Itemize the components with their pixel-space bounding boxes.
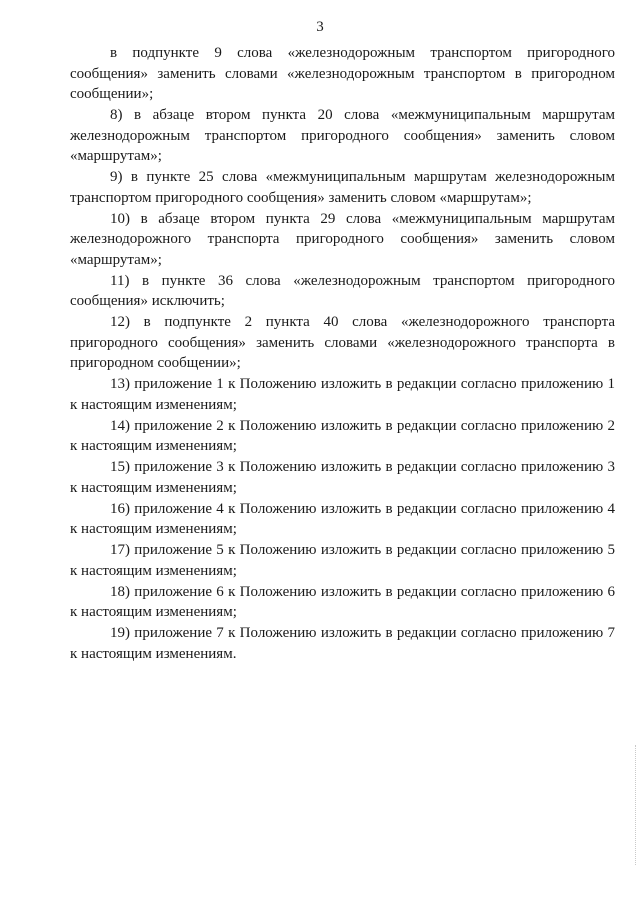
paragraph-subpoint-9: в подпункте 9 слова «железнодорожным транспортом пригородного сообщения» заменить словами «железнодорожным транспортом в пригородном сообщении»; (70, 45, 615, 102)
scan-edge-mark (635, 745, 636, 865)
paragraph-item-9: 9) в пункте 25 слова «межмуниципальным маршрутам железнодорожным транспортом пригородного сообщения» заменить словом «маршрутам»; (70, 169, 615, 206)
paragraph-item-13: 13) приложение 1 к Положению изложить в редакции согласно приложению 1 к настоящим изменениям; (70, 376, 615, 413)
paragraph-item-11: 11) в пункте 36 слова «железнодорожным транспортом пригородного сообщения» исключить; (70, 272, 615, 309)
paragraph-item-12: 12) в подпункте 2 пункта 40 слова «железнодорожного транспорта пригородного сообщения» заменить словами «железнодорожного транспорта в пригородном сообщении»; (70, 314, 615, 371)
paragraph-item-15: 15) приложение 3 к Положению изложить в редакции согласно приложению 3 к настоящим изменениям; (70, 459, 615, 496)
paragraph-item-18: 18) приложение 6 к Положению изложить в редакции согласно приложению 6 к настоящим изменениям; (70, 583, 615, 620)
paragraph-item-16: 16) приложение 4 к Положению изложить в редакции согласно приложению 4 к настоящим изменениям; (70, 500, 615, 537)
page-number: 3 (316, 19, 324, 35)
paragraph-item-19: 19) приложение 7 к Положению изложить в редакции согласно приложению 7 к настоящим изменениям. (70, 625, 615, 662)
paragraph-item-10: 10) в абзаце втором пункта 29 слова «межмуниципальным маршрутам железнодорожного транспорта пригородного сообщения» заменить словом «маршрутам»; (70, 210, 615, 268)
paragraph-item-8: 8) в абзаце втором пункта 20 слова «межмуниципальным маршрутам железнодорожным транспортом пригородного сообщения» заменить словом «маршрутам»; (70, 107, 615, 164)
paragraph-item-14: 14) приложение 2 к Положению изложить в редакции согласно приложению 2 к настоящим изменениям; (70, 417, 615, 454)
document-body (70, 43, 615, 664)
paragraph-item-17: 17) приложение 5 к Положению изложить в редакции согласно приложению 5 к настоящим изменениям; (70, 542, 615, 579)
